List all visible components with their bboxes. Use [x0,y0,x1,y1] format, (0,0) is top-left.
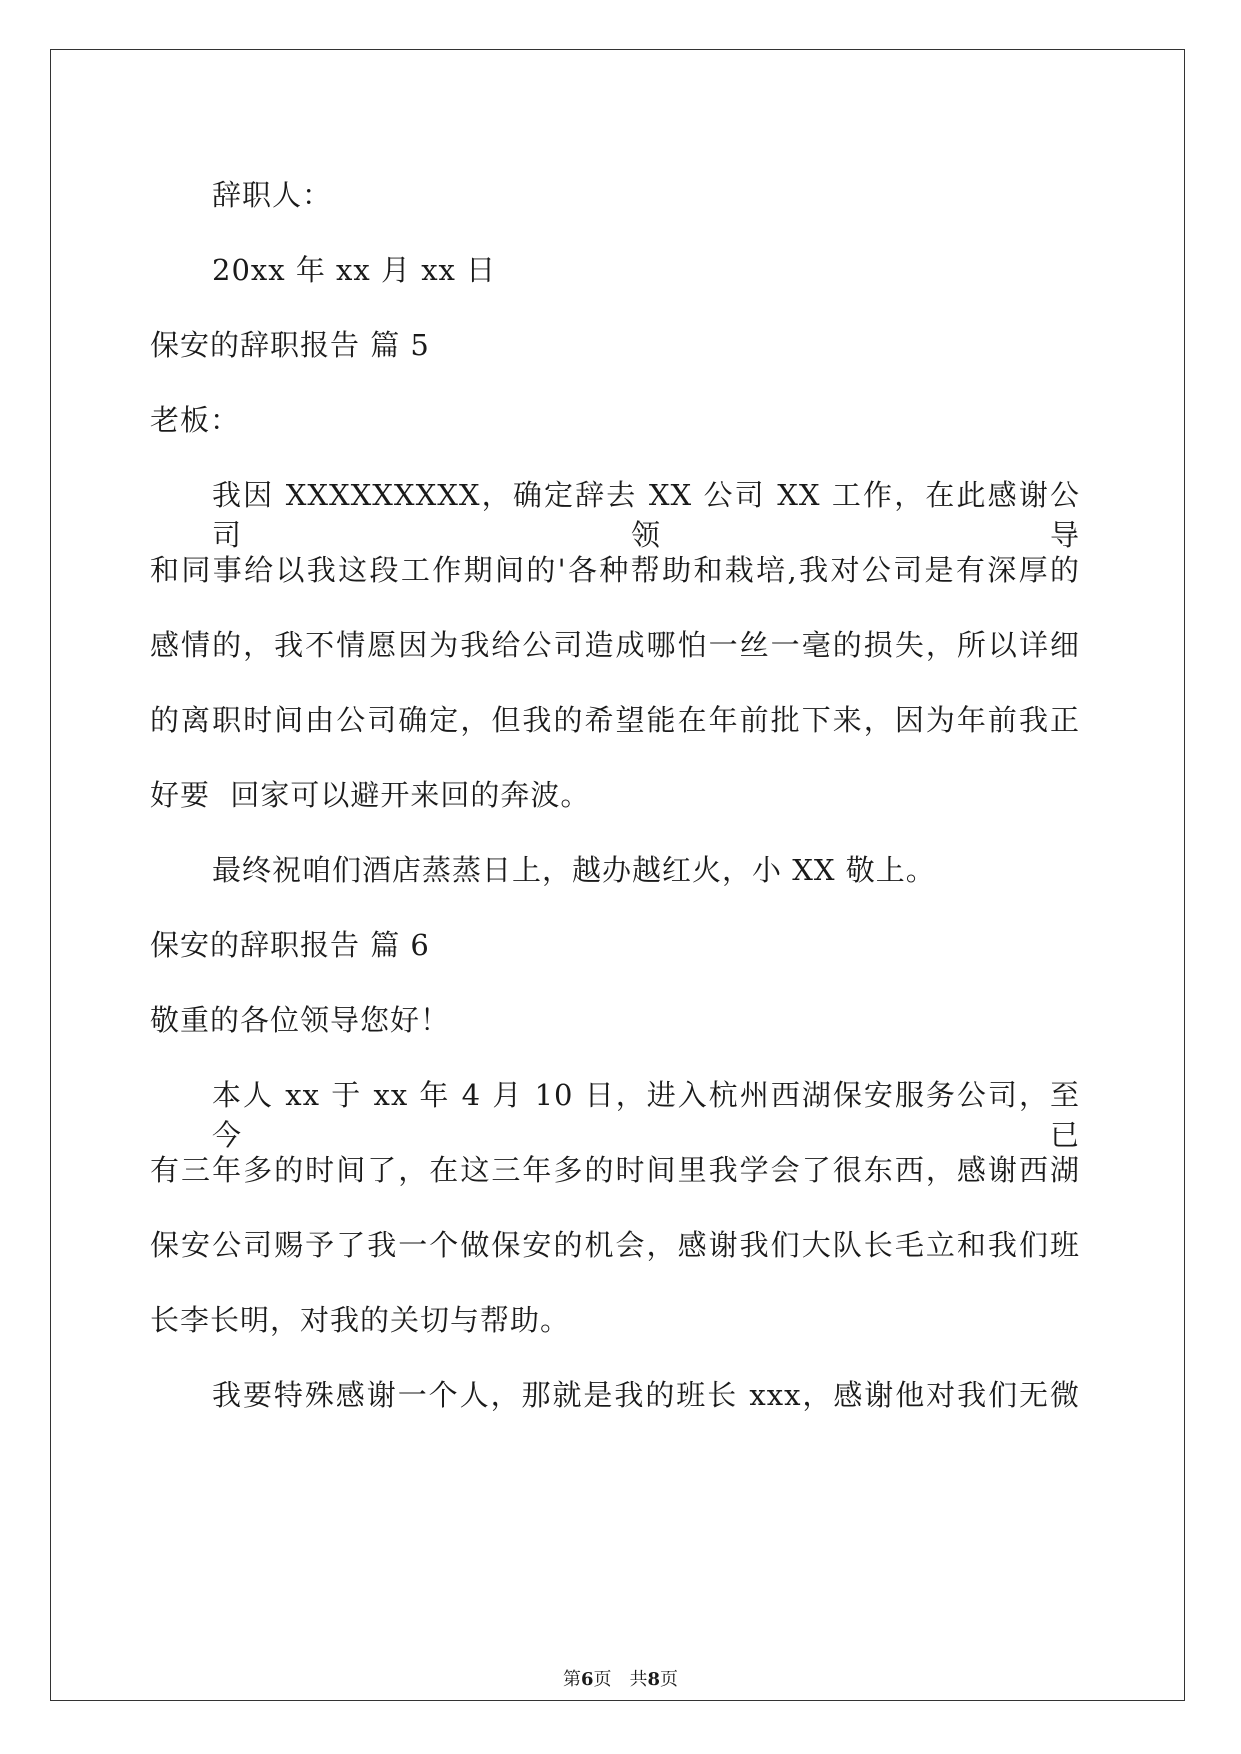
paragraph-line: 的离职时间由公司确定，但我的希望能在年前批下来，因为年前我正 [150,703,1080,737]
footer-middle: 页 共 [593,1669,648,1690]
paragraph-line: 和同事给以我这段工作期间的'各种帮助和栽培,我对公司是有深厚的 [150,553,1080,587]
footer-suffix: 页 [660,1669,679,1690]
paragraph-line: 本人 xx 于 xx 年 4 月 10 日，进入杭州西湖保安服务公司，至今已 [212,1078,1080,1152]
salutation-boss: 老板： [150,403,241,437]
current-page-number: 6 [580,1669,594,1690]
closing-wish: 最终祝咱们酒店蒸蒸日上，越办越红火，小 XX 敬上。 [212,853,936,887]
page-footer [0,1668,1241,1692]
paragraph-line: 我要特殊感谢一个人，那就是我的班长 xxx，感谢他对我们无微 [212,1378,1080,1412]
date-line: 20xx 年 xx 月 xx 日 [212,253,497,287]
footer-prefix: 第 [562,1669,581,1690]
total-page-number: 8 [647,1669,661,1690]
paragraph-line: 好要 回家可以避开来回的奔波。 [150,778,591,812]
paragraph-line: 长李长明，对我的关切与帮助。 [150,1303,571,1337]
paragraph-line: 有三年多的时间了，在这三年多的时间里我学会了很东西，感谢西湖 [150,1153,1080,1187]
salutation-leaders: 敬重的各位领导您好！ [150,1003,451,1037]
paragraph-line: 保安公司赐予了我一个做保安的机会，感谢我们大队长毛立和我们班 [150,1228,1080,1262]
signature-label: 辞职人： [212,178,333,212]
section-heading-6: 保安的辞职报告 篇 6 [150,928,430,962]
paragraph-line: 我因 XXXXXXXXX，确定辞去 XX 公司 XX 工作，在此感谢公司领导 [212,478,1080,552]
paragraph-line: 感情的，我不情愿因为我给公司造成哪怕一丝一毫的损失，所以详细 [150,628,1080,662]
section-heading-5: 保安的辞职报告 篇 5 [150,328,430,362]
